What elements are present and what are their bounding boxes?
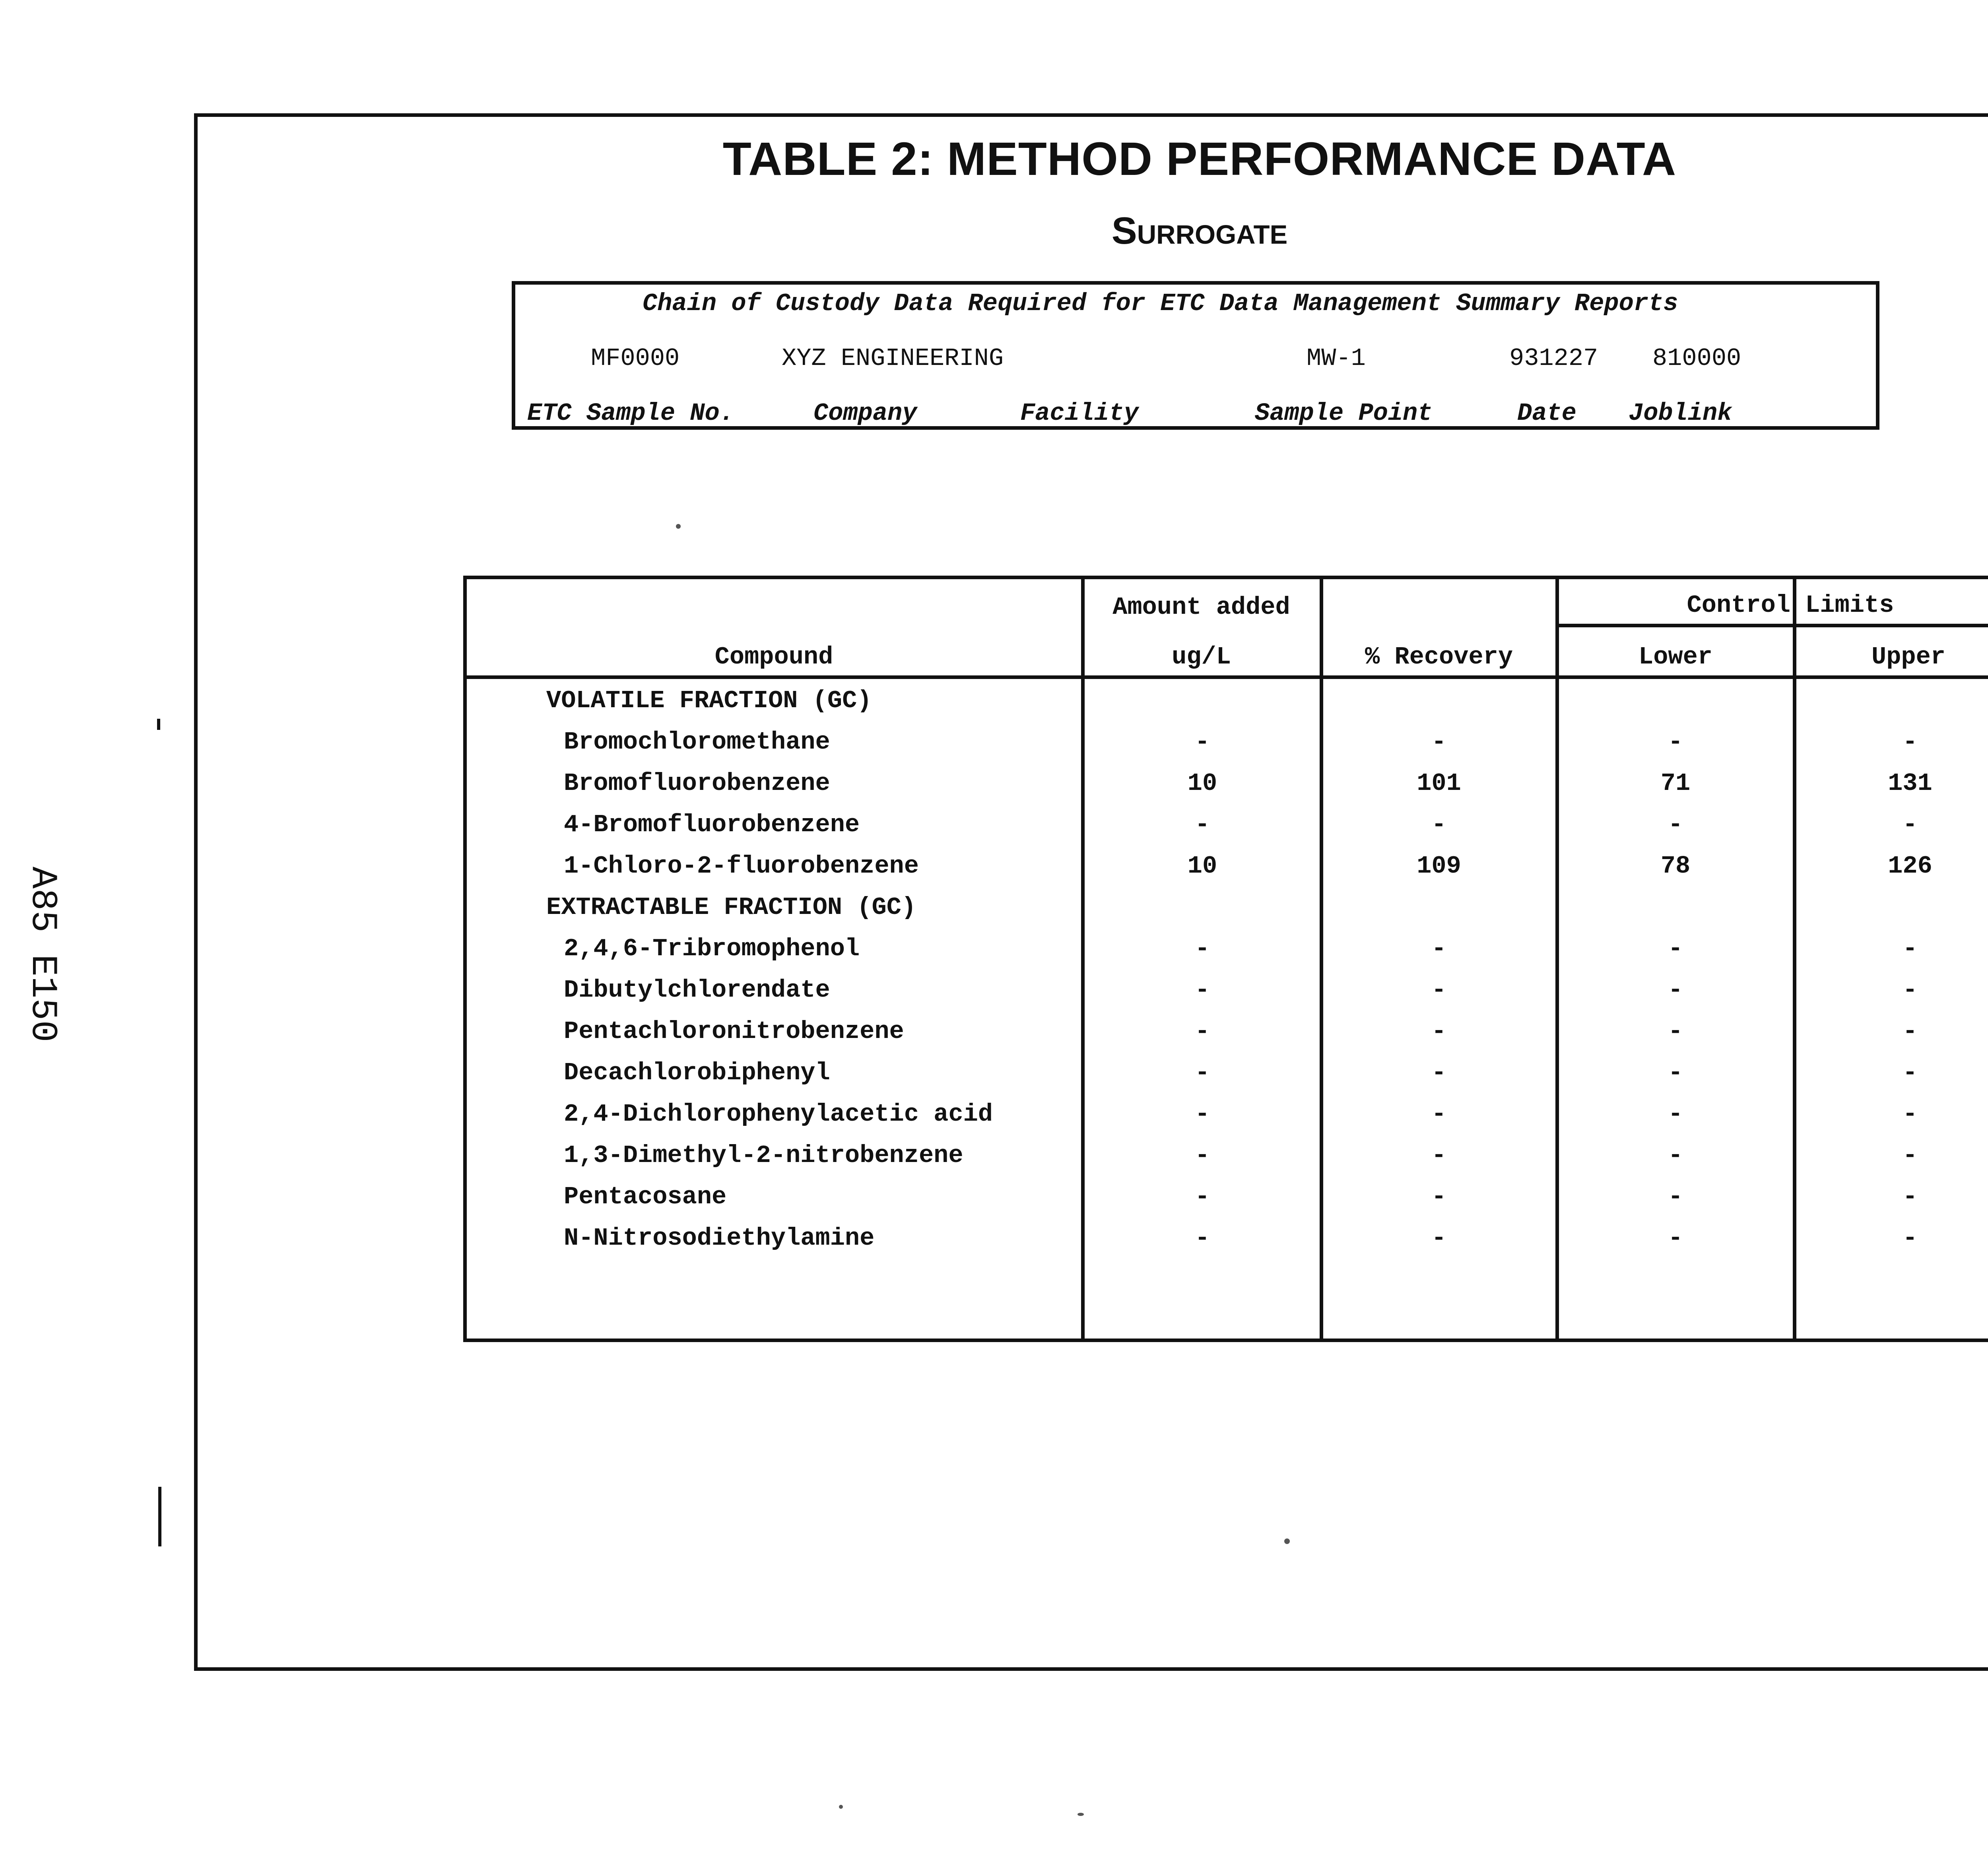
upper-cell: - (1903, 935, 1918, 963)
custody-joblink: 810000 (1652, 344, 1741, 372)
upper-cell: - (1903, 976, 1918, 1004)
upper-cell: - (1903, 1017, 1918, 1046)
chain-of-custody-box (512, 281, 1879, 430)
table-row (467, 1183, 1988, 1224)
amount-cell: - (1195, 1183, 1210, 1211)
lower-cell: - (1668, 1059, 1683, 1087)
compound-cell: Dibutylchlorendate (564, 976, 830, 1004)
header-divider (467, 675, 1988, 679)
upper-cell: - (1903, 1224, 1918, 1252)
recovery-cell: - (1431, 1059, 1446, 1087)
custody-sample-point: MW-1 (1307, 344, 1366, 372)
compound-cell: 2,4-Dichlorophenylacetic acid (564, 1100, 993, 1128)
amount-cell: - (1195, 1059, 1210, 1087)
document-code: A85 E150 (22, 867, 64, 1042)
recovery-cell: 101 (1417, 769, 1461, 797)
table-row (467, 935, 1988, 976)
table-row (467, 1017, 1988, 1059)
compound-cell: Decachlorobiphenyl (564, 1059, 830, 1087)
upper-cell: - (1903, 811, 1918, 839)
scan-speck (1077, 1813, 1084, 1816)
compound-cell: VOLATILE FRACTION (GC) (546, 687, 872, 715)
recovery-cell: - (1431, 728, 1446, 756)
amount-cell: - (1195, 728, 1210, 756)
scan-speck (1284, 1538, 1290, 1544)
table-row (467, 1224, 1988, 1265)
margin-mark (158, 1487, 161, 1546)
compound-cell: 1,3-Dimethyl-2-nitrobenzene (564, 1141, 963, 1170)
compound-cell: Bromochloromethane (564, 728, 830, 756)
performance-table (463, 576, 1988, 1342)
section-row (467, 687, 1988, 728)
custody-label-joblink: Joblink (1629, 399, 1732, 427)
custody-header: Chain of Custody Data Required for ETC Data Management Summary Reports (643, 289, 1678, 318)
lower-cell: - (1668, 976, 1683, 1004)
upper-cell: - (1903, 1100, 1918, 1128)
upper-cell: - (1903, 1183, 1918, 1211)
lower-cell: 71 (1660, 769, 1691, 797)
table-row (467, 1100, 1988, 1141)
custody-label-company: Company (813, 399, 917, 427)
amount-cell: - (1195, 1100, 1210, 1128)
scan-speck (839, 1805, 843, 1809)
amount-cell: 10 (1187, 769, 1217, 797)
custody-label-sample-no: ETC Sample No. (527, 399, 734, 427)
upper-cell: - (1903, 1059, 1918, 1087)
recovery-cell: - (1431, 1224, 1446, 1252)
lower-cell: - (1668, 1183, 1683, 1211)
compound-cell: 2,4,6-Tribromophenol (564, 935, 860, 963)
col-header-upper: Upper (1871, 643, 1946, 671)
custody-label-facility: Facility (1020, 399, 1139, 427)
table-title: TABLE 2: METHOD PERFORMANCE DATA (722, 133, 1677, 185)
amount-cell: - (1195, 1141, 1210, 1170)
upper-cell: - (1903, 1141, 1918, 1170)
amount-cell: - (1195, 976, 1210, 1004)
custody-sample-no: MF0000 (591, 344, 680, 372)
scan-speck (676, 524, 681, 529)
control-limits-divider (1555, 624, 1988, 627)
amount-cell: 10 (1187, 852, 1217, 880)
report-frame (194, 113, 1988, 1671)
recovery-cell: - (1431, 1141, 1446, 1170)
lower-cell: - (1668, 1017, 1683, 1046)
amount-cell: - (1195, 935, 1210, 963)
recovery-cell: - (1431, 1183, 1446, 1211)
lower-cell: 78 (1660, 852, 1691, 880)
upper-cell: 126 (1888, 852, 1932, 880)
lower-cell: - (1668, 1224, 1683, 1252)
table-row (467, 811, 1988, 852)
lower-cell: - (1668, 1141, 1683, 1170)
recovery-cell: 109 (1417, 852, 1461, 880)
amount-cell: - (1195, 811, 1210, 839)
lower-cell: - (1668, 811, 1683, 839)
compound-cell: 1-Chloro-2-fluorobenzene (564, 852, 919, 880)
margin-mark (157, 719, 160, 730)
table-row (467, 728, 1988, 769)
table-row (467, 976, 1988, 1017)
amount-cell: - (1195, 1224, 1210, 1252)
table-row (467, 769, 1988, 811)
upper-cell: 131 (1888, 769, 1932, 797)
lower-cell: - (1668, 935, 1683, 963)
compound-cell: Pentachloronitrobenzene (564, 1017, 904, 1046)
amount-cell: - (1195, 1017, 1210, 1046)
recovery-cell: - (1431, 935, 1446, 963)
recovery-cell: - (1431, 1100, 1446, 1128)
section-row (467, 893, 1988, 935)
table-subtitle: Surrogate (1111, 210, 1288, 252)
col-header-control-limits: Control Limits (1687, 591, 1894, 619)
col-header-amount: Amount added (1112, 593, 1290, 621)
lower-cell: - (1668, 1100, 1683, 1128)
col-header-lower: Lower (1638, 643, 1713, 671)
lower-cell: - (1668, 728, 1683, 756)
compound-cell: 4-Bromofluorobenzene (564, 811, 860, 839)
col-header-recovery: % Recovery (1365, 643, 1513, 671)
table-row (467, 1059, 1988, 1100)
table-row (467, 852, 1988, 893)
col-header-amount-unit: ug/L (1172, 643, 1231, 671)
upper-cell: - (1903, 728, 1918, 756)
custody-company: XYZ ENGINEERING (782, 344, 1004, 372)
col-header-compound: Compound (714, 643, 833, 671)
recovery-cell: - (1431, 1017, 1446, 1046)
compound-cell: N-Nitrosodiethylamine (564, 1224, 875, 1252)
custody-date: 931227 (1509, 344, 1598, 372)
custody-label-date: Date (1517, 399, 1576, 427)
custody-label-sample-point: Sample Point (1255, 399, 1433, 427)
compound-cell: Pentacosane (564, 1183, 727, 1211)
recovery-cell: - (1431, 976, 1446, 1004)
compound-cell: EXTRACTABLE FRACTION (GC) (546, 893, 916, 921)
recovery-cell: - (1431, 811, 1446, 839)
compound-cell: Bromofluorobenzene (564, 769, 830, 797)
table-row (467, 1141, 1988, 1183)
